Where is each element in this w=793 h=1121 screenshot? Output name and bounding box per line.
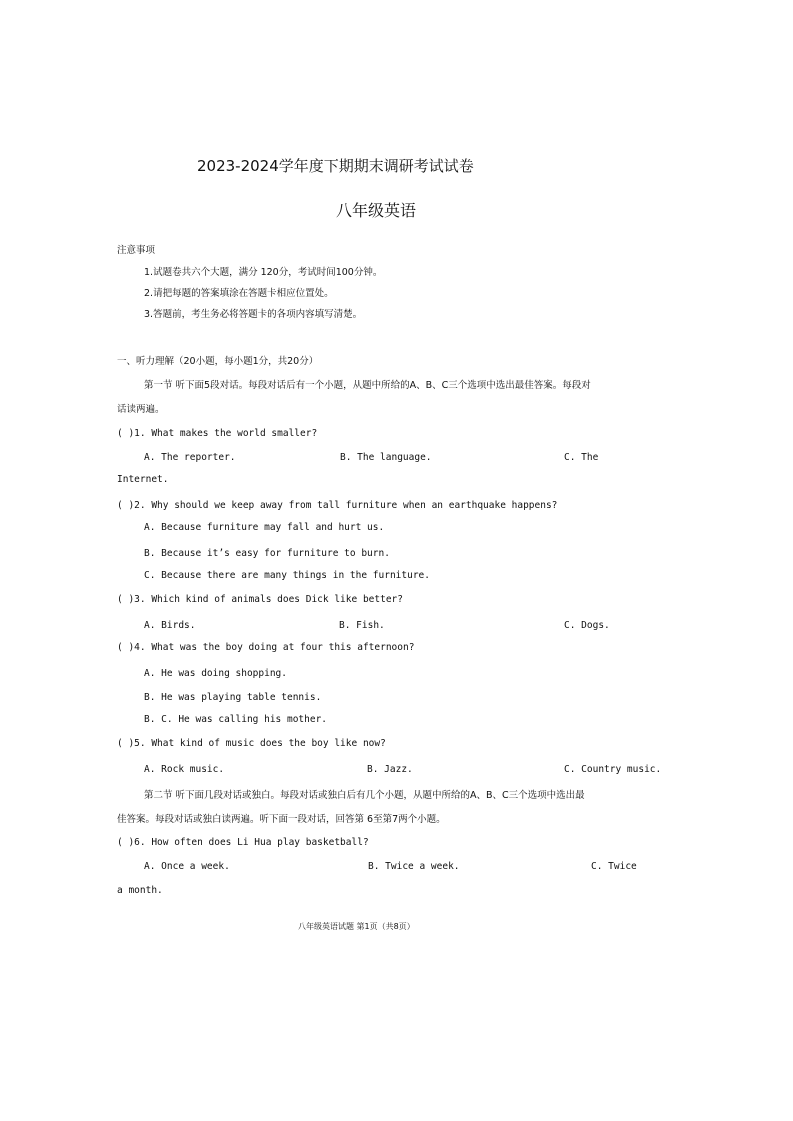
question-5-option-a: A. Rock music. <box>144 764 225 775</box>
question-5-option-b: B. Jazz. <box>367 764 413 775</box>
question-6-option-c-continued: a month. <box>117 885 163 896</box>
part1-instruction-line1: 第一节 听下面5段对话。每段对话后有一个小题，从题中所给的A、B、C三个选项中选出最佳答案。每段对 <box>144 380 591 391</box>
question-6-option-b: B. Twice a week. <box>368 861 460 872</box>
question-2-option-b: B. Because it’s easy for furniture to burn. <box>144 548 390 559</box>
exam-subject: 八年级英语 <box>336 201 417 220</box>
question-1-option-a: A. The reporter. <box>144 452 236 463</box>
notice-heading: 注意事项 <box>117 245 156 256</box>
question-1-option-c-continued: Internet. <box>117 474 169 485</box>
question-4-option-a: A. He was doing shopping. <box>144 668 287 679</box>
question-3-option-b: B. Fish. <box>339 620 385 631</box>
question-6-stem: ( )6. How often does Li Hua play basketball? <box>117 837 369 848</box>
question-2-stem: ( )2. Why should we keep away from tall furniture when an earthquake happens? <box>117 500 558 511</box>
question-4-option-b: B. He was playing table tennis. <box>144 692 322 703</box>
question-5-option-c: C. Country music. <box>564 764 662 775</box>
question-1-stem: ( )1. What makes the world smaller? <box>117 428 318 439</box>
notice-item-1: 1.试题卷共六个大题，满分 120分，考试时间100分钟。 <box>144 267 383 278</box>
question-1-option-c: C. The <box>564 452 599 463</box>
exam-title: 2023-2024学年度下期期末调研考试试卷 <box>197 157 474 175</box>
question-3-option-a: A. Birds. <box>144 620 196 631</box>
question-4-option-c: B. C. He was calling his mother. <box>144 714 328 725</box>
notice-item-2: 2.请把每题的答案填涂在答题卡相应位置处。 <box>144 288 334 299</box>
question-6-option-c: C. Twice <box>591 861 637 872</box>
question-1-option-b: B. The language. <box>340 452 432 463</box>
section-heading: 一、听力理解（20小题，每小题1分，共20分） <box>117 356 319 367</box>
question-3-option-c: C. Dogs. <box>564 620 610 631</box>
part2-instruction-line1: 第二节 听下面几段对话或独白。每段对话或独白后有几个小题，从题中所给的A、B、C三个选项中选出最 <box>144 790 585 801</box>
part1-instruction-line2: 话读两遍。 <box>117 404 165 415</box>
notice-item-3: 3.答题前，考生务必将答题卡的各项内容填写清楚。 <box>144 309 363 320</box>
question-2-option-c: C. Because there are many things in the furniture. <box>144 570 430 581</box>
question-4-stem: ( )4. What was the boy doing at four this afternoon? <box>117 642 415 653</box>
part2-instruction-line2: 佳答案。每段对话或独白读两遍。听下面一段对话，回答第 6至第7两个小题。 <box>117 814 446 825</box>
question-3-stem: ( )3. Which kind of animals does Dick like better? <box>117 594 403 605</box>
page-footer: 八年级英语试题 第1页（共8页） <box>298 922 415 931</box>
question-2-option-a: A. Because furniture may fall and hurt us. <box>144 522 385 533</box>
question-5-stem: ( )5. What kind of music does the boy like now? <box>117 738 386 749</box>
question-6-option-a: A. Once a week. <box>144 861 230 872</box>
